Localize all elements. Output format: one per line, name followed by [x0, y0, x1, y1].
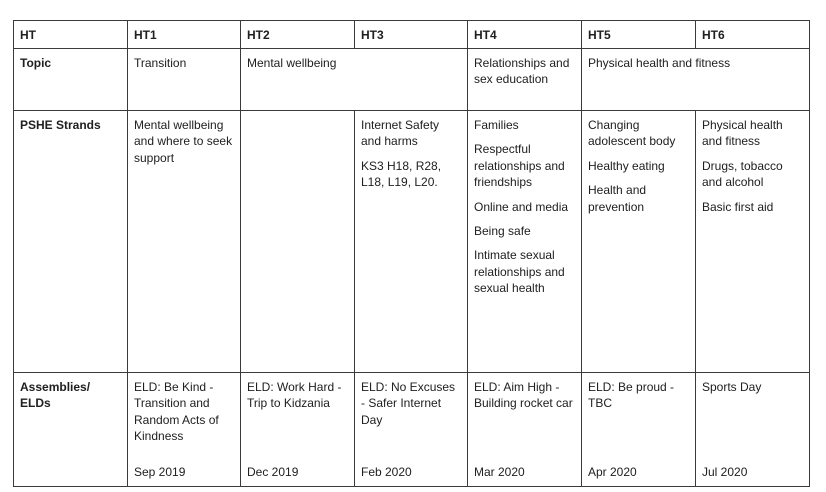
assembly-date: Feb 2020 [361, 464, 412, 479]
strand-item: Families [474, 118, 519, 132]
pshe-strands-row [14, 111, 810, 373]
topic-cell-mental-wellbeing: Mental wellbeing [241, 49, 468, 111]
assembly-cell-ht6 [696, 373, 810, 487]
assembly-text: ELD: Work Hard - Trip to Kidzania [247, 380, 342, 411]
strands-cell-ht5 [582, 111, 696, 373]
assemblies-row [14, 373, 810, 487]
strand-item: Changing adolescent body [588, 118, 676, 149]
header-row [14, 21, 810, 49]
assembly-date: Jul 2020 [702, 464, 748, 479]
assembly-text: ELD: Be proud - TBC [588, 380, 675, 411]
topic-cell-physical-health: Physical health and fitness [582, 49, 810, 111]
strand-item: Healthy eating [588, 158, 665, 173]
header-cell-ht4: HT4 [468, 21, 582, 49]
strand-item: Respectful relationships and friendships [474, 142, 565, 190]
strands-cell-ht6 [696, 111, 810, 373]
assembly-cell-ht5 [582, 373, 696, 487]
pshe-curriculum-table [13, 20, 810, 487]
assembly-text: ELD: Aim High - Building rocket car [474, 380, 573, 411]
header-cell-ht1: HT1 [128, 21, 241, 49]
strands-cell-ht2 [241, 111, 355, 373]
strand-item: KS3 H18, R28, L18, L19, L20. [361, 158, 442, 190]
assembly-text: ELD: No Excuses - Safer Internet Day [361, 380, 456, 427]
header-cell-ht3: HT3 [355, 21, 468, 49]
assembly-cell-ht1 [128, 373, 241, 487]
topic-cell-relationships: Relationships and sex education [468, 49, 582, 111]
assembly-date: Dec 2019 [247, 464, 299, 479]
assembly-date: Sep 2019 [134, 464, 186, 479]
strand-item: Drugs, tobacco and alcohol [702, 158, 783, 190]
topic-row [14, 49, 810, 111]
strands-cell-ht1 [128, 111, 241, 373]
row-label-topic: Topic [14, 49, 128, 111]
assembly-cell-ht3 [355, 373, 468, 487]
strand-item: Internet Safety and harms [361, 118, 440, 149]
header-cell-ht6: HT6 [696, 21, 810, 49]
strand-item: Health and prevention [588, 183, 647, 214]
topic-cell-transition: Transition [128, 49, 241, 111]
strand-item: Being safe [474, 224, 531, 239]
row-label-pshe-strands: PSHE Strands [14, 111, 128, 373]
assembly-cell-ht4 [468, 373, 582, 487]
assembly-cell-ht2 [241, 373, 355, 487]
strand-item: Intimate sexual relationships and sexual health [474, 248, 565, 296]
header-cell-ht5: HT5 [582, 21, 696, 49]
assembly-text: Sports Day [702, 380, 762, 394]
row-label-assemblies: Assemblies/ ELDs [14, 373, 128, 487]
strands-cell-ht3 [355, 111, 468, 373]
assembly-date: Mar 2020 [474, 464, 525, 479]
header-cell-ht2: HT2 [241, 21, 355, 49]
strand-item: Online and media [474, 199, 569, 214]
strands-cell-ht4 [468, 111, 582, 373]
assembly-date: Apr 2020 [588, 464, 637, 479]
assembly-text: ELD: Be Kind - Transition and Random Acts of Kindness [134, 380, 219, 444]
header-cell-ht: HT [14, 21, 128, 49]
strand-item: Basic first aid [702, 199, 774, 214]
strand-item: Physical health and fitness [702, 118, 783, 149]
strand-item: Mental wellbeing and where to seek support [134, 118, 233, 165]
